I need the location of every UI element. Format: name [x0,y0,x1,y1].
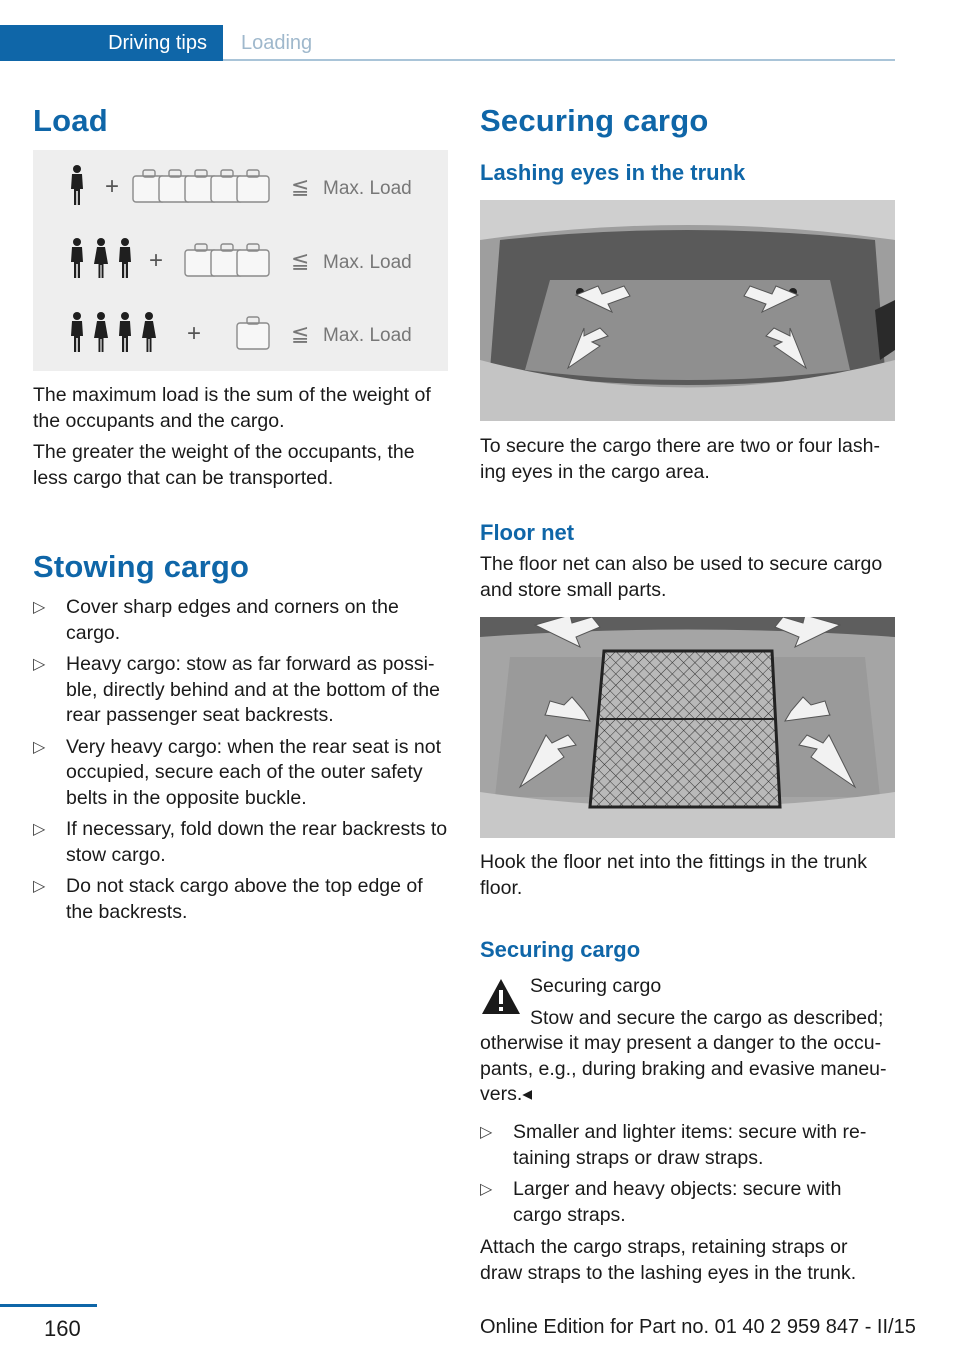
stowing-list [33,595,448,931]
warning-heading: Securing cargo [530,975,662,997]
svg-text:+: + [149,247,164,274]
lashing-eyes-title: Lashing eyes in the trunk [480,160,746,185]
header-subsection-label: Loading [241,31,313,54]
svg-text:+: + [105,173,120,200]
lashing-paragraph: To secure the cargo there are two or four lashing eyes in the cargo area. [480,435,880,483]
load-diagram [33,150,448,371]
page-header [0,25,895,61]
page-number: 160 [44,1316,81,1341]
trunk-lashing-eyes-photo [480,200,895,421]
floor-net-paragraph: The floor net can also be used to secure cargo and store small parts. [480,553,883,601]
triangle-bullet-icon: ▷ [33,878,46,895]
list-item: ▷ If necessary, fold down the rear backrests to stow cargo. [33,818,448,866]
triangle-bullet-icon: ▷ [480,1181,493,1198]
trunk-photo-graphic [480,200,895,421]
max-load-label-3: Max. Load [323,325,412,346]
floor-net-graphic [480,617,895,838]
attach-paragraph: Attach the cargo straps, retaining straps or draw straps to the lashing eyes in the trunk. [480,1236,857,1284]
svg-text:+: + [187,320,202,347]
svg-text:≦: ≦ [291,174,310,199]
list-item: ▷ Smaller and lighter items: secure with retaining straps or draw straps. [480,1121,867,1169]
securing-cargo-subtitle: Securing cargo [480,937,641,962]
header-subsection-tab [223,25,312,61]
securing-cargo-title: Securing cargo [480,103,709,138]
load-row-3 [71,312,412,352]
warning-triangle-icon [480,976,522,1018]
list-item: ▷ Very heavy cargo: when the rear seat is not occupied, secure each of the outer safety belts in the opposite buckle. [33,735,442,809]
warning-text-line-1: Stow and secure the cargo as described; [530,1007,884,1029]
header-section-tab [0,25,223,61]
load-paragraph-1: The maximum load is the sum of the weight of the occupants and the cargo. [33,384,431,432]
load-row-1 [71,165,412,205]
load-diagram-graphic [33,150,448,371]
list-item: ▷ Heavy cargo: stow as far forward as possible, directly behind and at the bottom of the rear passenger seat backrests. [33,653,440,726]
svg-text:≦: ≦ [291,321,310,346]
load-paragraph-2: The greater the weight of the occupants, the less cargo that can be transported. [33,441,415,489]
list-item: ▷ Cover sharp edges and corners on the cargo. [33,596,399,644]
list-item: ▷ Do not stack cargo above the top edge of the backrests. [33,875,423,923]
list-item: ▷ Larger and heavy objects: secure with cargo straps. [480,1178,842,1226]
max-load-label-2: Max. Load [323,252,412,273]
hook-paragraph: Hook the floor net into the fittings in the trunk floor. [480,851,867,899]
triangle-bullet-icon: ▷ [33,599,46,616]
triangle-bullet-icon: ▷ [33,738,46,756]
securing-list [480,1120,895,1234]
header-divider [223,59,895,61]
load-row-2 [71,238,412,278]
triangle-bullet-icon: ▷ [33,656,46,673]
footer-divider [0,1304,97,1307]
triangle-bullet-icon: ▷ [33,821,46,838]
floor-net-photo [480,617,895,838]
svg-text:≦: ≦ [291,248,310,273]
stowing-title: Stowing cargo [33,549,250,584]
footer-edition: Online Edition for Part no. 01 40 2 959 847 - II/15 [480,1316,916,1338]
warning-text-continued: otherwise it may present a danger to the occupants, e.g., during braking and evasive maneuvers.◂ [480,1032,887,1105]
header-section-label: Driving tips [108,31,207,54]
load-title: Load [33,103,108,138]
floor-net-title: Floor net [480,520,575,545]
triangle-bullet-icon: ▷ [480,1124,493,1141]
max-load-label-1: Max. Load [323,178,412,199]
